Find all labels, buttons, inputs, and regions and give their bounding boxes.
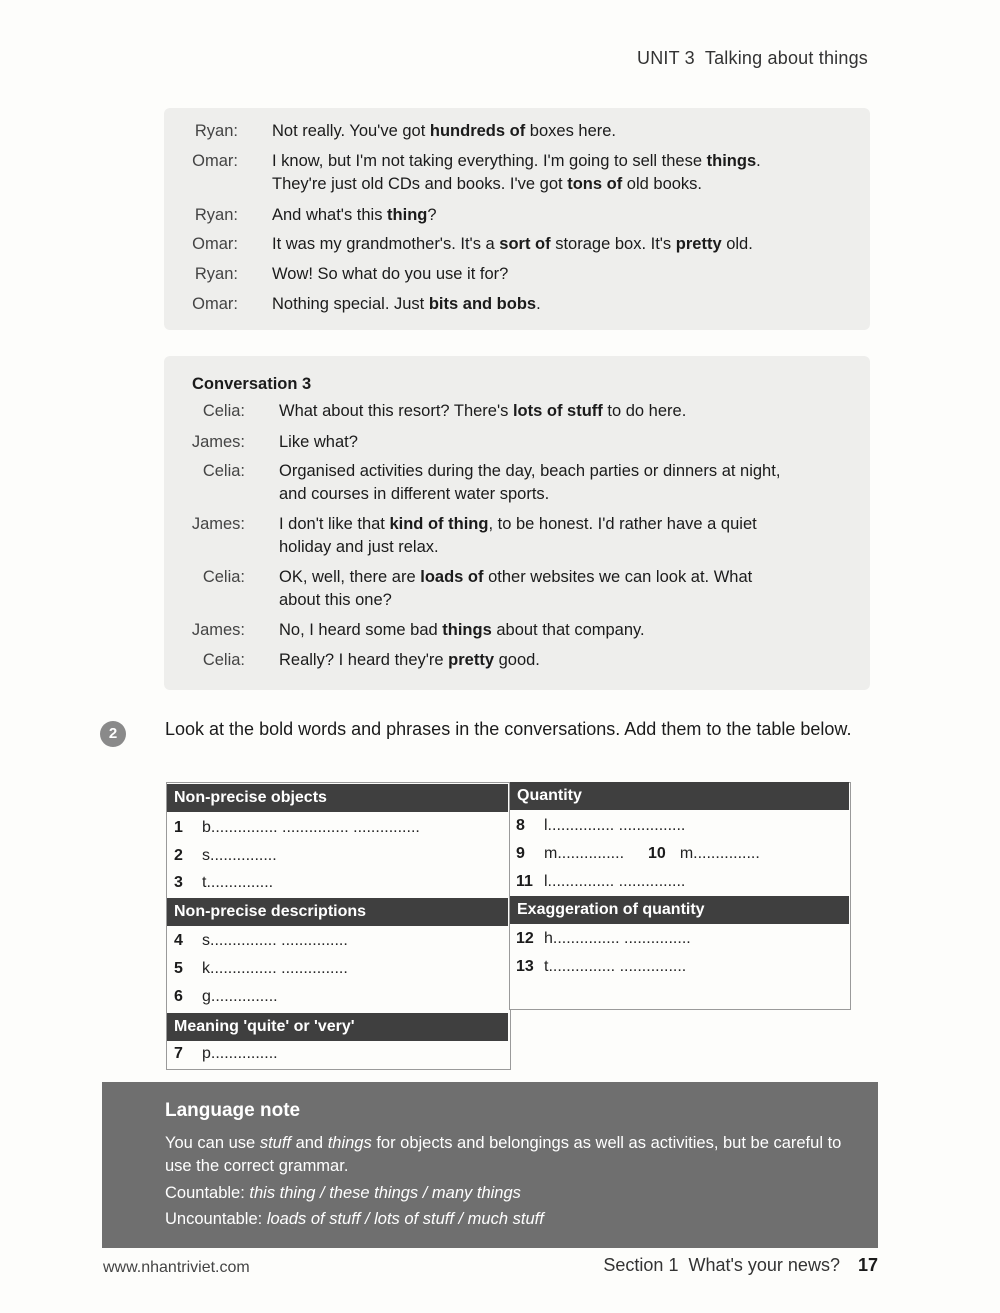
dialogue-text: They're just old CDs and books. I've got tons of old books.	[272, 175, 703, 193]
quantity-row-11	[516, 871, 685, 893]
answer-blank[interactable]: m...............	[679, 845, 760, 862]
answer-blank[interactable]: t...............	[202, 874, 274, 891]
descriptions-row-4	[174, 930, 348, 952]
item-number: 6	[174, 988, 183, 1005]
speaker-name: Omar:	[192, 235, 238, 253]
unit-title: Talking about things	[704, 48, 868, 68]
footer-url: www.nhantriviet.com	[103, 1259, 250, 1276]
dialogue-text: I don't like that kind of thing, to be honest. I'd rather have a quiet	[279, 515, 757, 533]
answer-blank[interactable]: g...............	[202, 988, 278, 1005]
answer-blank[interactable]: l............... ...............	[544, 873, 686, 890]
header-exaggeration: Exaggeration of quantity	[510, 896, 849, 924]
dialogue-text: No, I heard some bad things about that company.	[279, 621, 645, 639]
exaggeration-row-12	[516, 928, 691, 950]
dialogue-text: What about this resort? There's lots of stuff to do here.	[279, 402, 687, 420]
exercise-instruction: Look at the bold words and phrases in the conversations. Add them to the table below.	[165, 719, 852, 739]
unit-header	[637, 48, 868, 69]
header-quantity: Quantity	[510, 782, 849, 810]
dialogue-text: Really? I heard they're pretty good.	[279, 651, 540, 669]
language-note-paragraph: You can use stuff and things for objects and belongings as well as activities, but be careful to use the correct grammar.	[165, 1134, 842, 1175]
speaker-name: Ryan:	[194, 122, 238, 140]
answer-blank[interactable]: h............... ...............	[544, 930, 691, 947]
dialogue-text: Not really. You've got hundreds of boxes here.	[272, 122, 617, 140]
dialogue-text: It was my grandmother's. It's a sort of storage box. It's pretty old.	[272, 235, 753, 253]
speaker-name: James:	[191, 433, 245, 451]
header-non-precise-objects: Non-precise objects	[167, 784, 508, 812]
conversation-3-title: Conversation 3	[192, 375, 312, 393]
quantity-row-8	[516, 815, 685, 837]
language-note-title: Language note	[165, 1100, 301, 1121]
answer-blank[interactable]: p...............	[202, 1045, 278, 1062]
dialogue-text: Organised activities during the day, beach parties or dinners at night,	[279, 462, 781, 480]
header-non-precise-descriptions: Non-precise descriptions	[167, 898, 508, 926]
speaker-name: Ryan:	[194, 265, 238, 283]
speaker-name: Celia:	[202, 568, 245, 586]
answer-blank[interactable]: s...............	[202, 847, 277, 864]
item-number: 4	[174, 932, 183, 949]
dialogue-text: Like what?	[279, 433, 358, 451]
answer-blank[interactable]: t............... ...............	[544, 958, 687, 975]
dialogue-text: holiday and just relax.	[279, 538, 439, 556]
item-number: 11	[516, 873, 533, 890]
speaker-name: James:	[191, 621, 245, 639]
answer-blank[interactable]: l............... ...............	[544, 817, 686, 834]
dialogue-text: and courses in different water sports.	[279, 485, 550, 503]
speaker-name: Omar:	[192, 295, 238, 313]
speaker-name: Celia:	[202, 402, 245, 420]
descriptions-row-5	[174, 958, 348, 980]
dialogue-text: about this one?	[279, 591, 392, 609]
answer-blank[interactable]: m...............	[544, 845, 625, 862]
answer-blank[interactable]: b............... ............... ...............	[202, 819, 420, 836]
answer-blank[interactable]: k............... ...............	[202, 960, 348, 977]
dialogue-text: I know, but I'm not taking everything. I'm going to sell these things.	[272, 152, 761, 170]
speaker-name: James:	[191, 515, 245, 533]
objects-row-2	[174, 845, 277, 867]
descriptions-row-6	[174, 986, 278, 1008]
exaggeration-row-13	[516, 956, 686, 978]
dialogue-text: Wow! So what do you use it for?	[272, 265, 509, 283]
dialogue-text: OK, well, there are loads of other websites we can look at. What	[279, 568, 753, 586]
item-number: 10	[648, 845, 666, 862]
quantity-row-9	[516, 843, 760, 865]
language-note-countable: Countable: this thing / these things / many things	[165, 1184, 521, 1202]
item-number: 8	[516, 817, 525, 834]
objects-row-1	[174, 817, 420, 839]
speaker-name: Ryan:	[194, 206, 238, 224]
header-meaning: Meaning 'quite' or 'very'	[167, 1013, 508, 1041]
speaker-name: Celia:	[202, 462, 245, 480]
answer-blank[interactable]: s............... ...............	[202, 932, 348, 949]
item-number: 13	[516, 958, 534, 975]
item-number: 1	[174, 819, 183, 836]
footer-section-label: Section 1 What's your news?	[603, 1255, 840, 1275]
item-number: 5	[174, 960, 183, 977]
dialogue-text: And what's this thing?	[272, 206, 437, 224]
unit-label: UNIT 3	[637, 48, 695, 68]
item-number: 9	[516, 845, 525, 862]
item-number: 3	[174, 874, 183, 891]
speaker-name: Celia:	[202, 651, 245, 669]
item-number: 7	[174, 1045, 183, 1062]
dialogue-text: Nothing special. Just bits and bobs.	[272, 295, 541, 313]
exercise-number-badge: 2	[100, 721, 126, 747]
item-number: 12	[516, 930, 534, 947]
page-number: 17	[857, 1255, 878, 1275]
footer-section	[603, 1255, 878, 1276]
objects-row-3	[174, 872, 273, 894]
speaker-name: Omar:	[192, 152, 238, 170]
item-number: 2	[174, 847, 183, 864]
language-note-uncountable: Uncountable: loads of stuff / lots of stuff / much stuff	[165, 1210, 544, 1228]
language-note-box	[102, 1082, 878, 1248]
meaning-row-7	[174, 1043, 278, 1065]
